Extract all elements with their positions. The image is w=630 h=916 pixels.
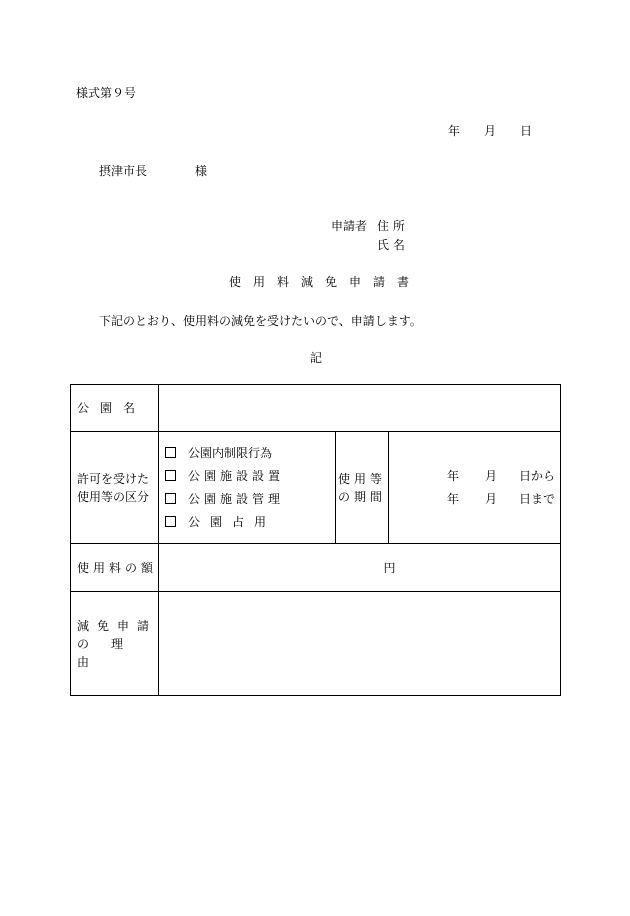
fee-label: 使用料の額 — [71, 544, 159, 592]
reason-field[interactable] — [159, 592, 561, 696]
park-name-row — [71, 385, 561, 432]
checkbox[interactable] — [165, 516, 176, 527]
period-from: 年 月 日から — [447, 468, 556, 483]
addressee-name: 摂津市長 — [99, 164, 148, 178]
applicant-label: 申請者 — [331, 219, 368, 233]
park-name-label: 公園名 — [71, 385, 159, 432]
date-month: 月 — [484, 124, 497, 138]
reason-label: 減免申請 の理由 — [71, 592, 159, 696]
period-label: 使用等 の期間 — [336, 432, 389, 544]
period-to: 年 月 日まで — [447, 491, 556, 506]
category-option-occupancy[interactable]: 公園占用 — [159, 511, 335, 534]
document-title: 使用料減免申請書 — [229, 275, 422, 289]
addressee — [99, 162, 207, 179]
category-label: 許可を受けた 使用等の区分 — [71, 432, 159, 544]
category-option-facility-management[interactable]: 公園施設管理 — [159, 488, 335, 511]
period-field[interactable] — [389, 432, 561, 544]
reason-row — [71, 592, 561, 696]
fee-unit: 円 — [383, 561, 396, 575]
submission-date — [448, 122, 532, 139]
lead-text: 下記のとおり、使用料の減免を受けたいので、申請します。 — [99, 314, 422, 328]
category-option-facility-installation[interactable]: 公園施設設置 — [159, 465, 335, 488]
form-number: 様式第９号 — [76, 86, 137, 100]
fee-row — [71, 544, 561, 592]
applicant-name-label: 氏 名 — [377, 238, 405, 252]
date-year: 年 — [448, 124, 461, 138]
checkbox[interactable] — [165, 447, 176, 458]
category-row — [71, 432, 561, 544]
park-name-field[interactable] — [159, 385, 561, 432]
category-option-restricted-act[interactable]: 公園内制限行為 — [159, 442, 335, 465]
addressee-honorific: 様 — [195, 164, 208, 178]
applicant-address-label: 住 所 — [377, 219, 405, 233]
fee-field[interactable] — [159, 544, 561, 592]
application-table — [70, 384, 561, 696]
category-options — [159, 432, 336, 544]
checkbox[interactable] — [165, 470, 176, 481]
checkbox[interactable] — [165, 493, 176, 504]
date-day: 日 — [520, 124, 533, 138]
ki-heading: 記 — [310, 351, 323, 365]
